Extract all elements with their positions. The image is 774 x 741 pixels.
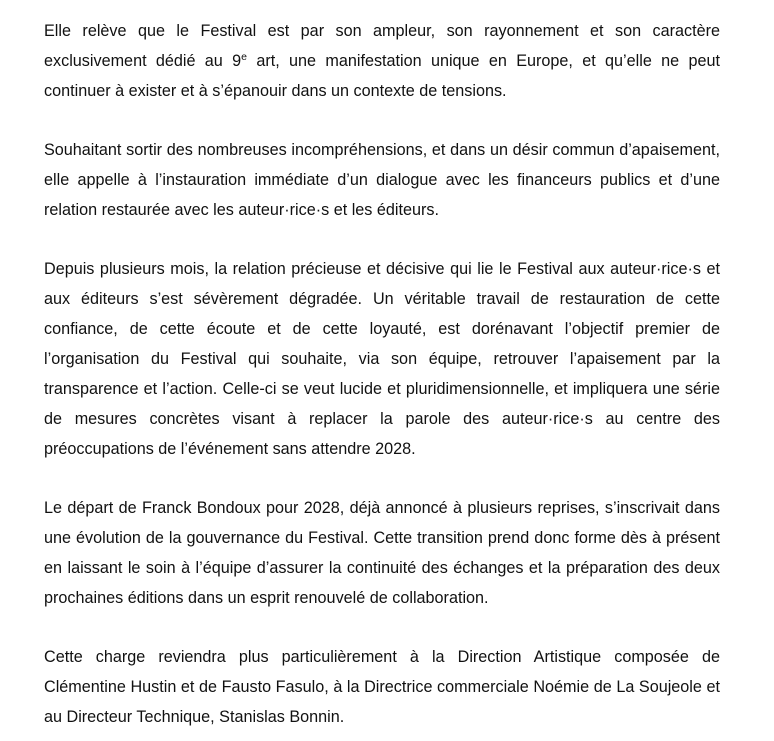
paragraph-1 (44, 16, 720, 106)
paragraph-1-text-after: art, une manifestation unique en Europe, et qu’elle ne peut continuer à exister et à s’épanouir dans un contexte de tensions. (44, 52, 720, 100)
ordinal-superscript: e (241, 51, 247, 64)
paragraph-3: Depuis plusieurs mois, la relation précieuse et décisive qui lie le Festival aux auteur·rice·s et aux éditeurs s’est sévèrement dégradée. Un véritable travail de restauration de cette confiance, de cette écoute et de cette loyauté, est dorénavant l’objectif premier de l’organisation du Festival qui souhaite, via son équipe, retrouver l’apaisement par la transparence et l’action. Celle-ci se veut lucide et pluridimensionnelle, et impliquera une série de mesures concrètes visant à replacer la parole des auteur·rice·s au centre des préoccupations de l’événement sans attendre 2028. (44, 260, 720, 458)
paragraph-5: Cette charge reviendra plus particulièrement à la Direction Artistique composée de Clémentine Hustin et de Fausto Fasulo, à la Directrice commerciale Noémie de La Soujeole et au Directeur Technique, Stanislas Bonnin. (44, 648, 720, 726)
paragraph-2: Souhaitant sortir des nombreuses incompréhensions, et dans un désir commun d’apaisement, elle appelle à l’instauration immédiate d’un dialogue avec les financeurs publics et d’une relation restaurée avec les auteur·rice·s et les éditeurs. (44, 141, 720, 219)
paragraph-4: Le départ de Franck Bondoux pour 2028, déjà annoncé à plusieurs reprises, s’inscrivait dans une évolution de la gouvernance du Festival. Cette transition prend donc forme dès à présent en laissant le soin à l’équipe d’assurer la continuité des échanges et la préparation des deux prochaines éditions dans un esprit renouvelé de collaboration. (44, 499, 720, 607)
document-body (44, 16, 720, 732)
paragraph-1-text-before: Elle relève que le Festival est par son ampleur, son rayonnement et son caractère exclusivement dédié au 9 (44, 22, 720, 70)
